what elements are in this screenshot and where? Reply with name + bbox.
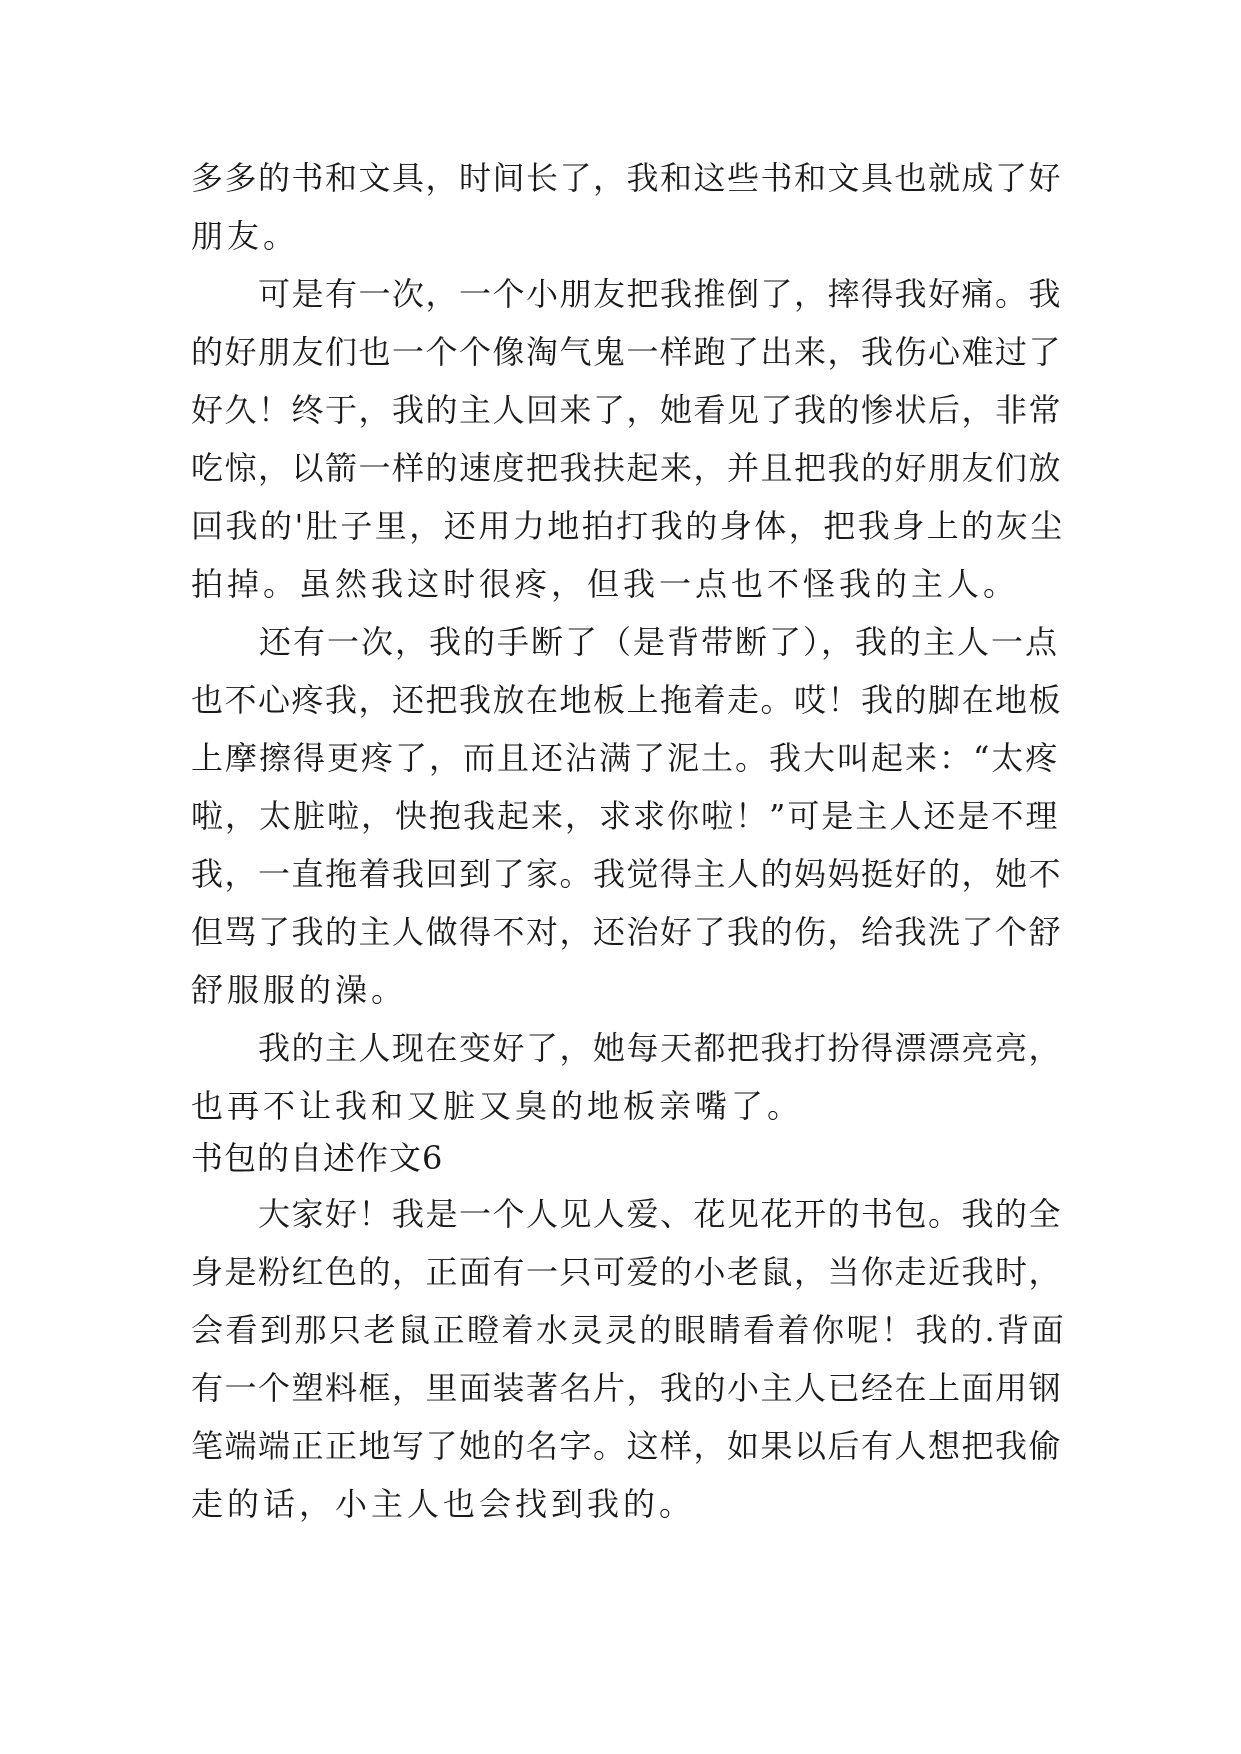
text-line: 走的话，小主人也会找到我的。 (191, 1485, 696, 1523)
text-line: 但骂了我的主人做得不对，还治好了我的伤，给我洗了个舒 (191, 913, 1063, 951)
text-line: 好久！终于，我的主人回来了，她看见了我的惨状后，非常 (191, 391, 1063, 429)
text-line: 也不心疼我，还把我放在地板上拖着走。哎！我的脚在地板 (191, 681, 1063, 719)
text-line: 拍掉。虽然我这时很疼，但我一点也不怪我的主人。 (191, 565, 1020, 603)
text-line: 啦，太脏啦，快抱我起来，求求你啦！”可是主人还是不理 (191, 797, 1060, 835)
text-line: 有一个塑料框，里面装著名片，我的小主人已经在上面用钢 (191, 1369, 1063, 1407)
text-line: 也再不让我和又脏又臭的地板亲嘴了。 (191, 1087, 804, 1125)
text-line: 还有一次，我的手断了（是背带断了），我的主人一点 (191, 623, 1060, 661)
text-line: 大家好！我是一个人见人爱、花见花开的书包。我的全 (191, 1195, 1063, 1233)
section-heading: 书包的自述作文6 (191, 1139, 444, 1177)
text-line: 笔端端正正地写了她的名字。这样，如果以后有人想把我偷 (191, 1427, 1063, 1465)
text-line: 身是粉红色的，正面有一只可爱的小老鼠，当你走近我时， (191, 1253, 1063, 1291)
text-line: 朋友。 (191, 217, 300, 255)
text-line: 舒服服的澡。 (191, 971, 408, 1009)
text-line: 可是有一次，一个小朋友把我推倒了，摔得我好痛。我 (191, 275, 1063, 313)
text-line: 我的主人现在变好了，她每天都把我打扮得漂漂亮亮， (191, 1029, 1063, 1067)
text-line: 回我的'肚子里，还用力地拍打我的身体，把我身上的灰尘 (191, 507, 1065, 545)
text-line: 上摩擦得更疼了，而且还沾满了泥土。我大叫起来：“太疼 (191, 739, 1060, 777)
text-line: 我，一直拖着我回到了家。我觉得主人的妈妈挺好的，她不 (191, 855, 1063, 893)
text-line: 多多的书和文具，时间长了，我和这些书和文具也就成了好 (191, 159, 1063, 197)
text-line: 会看到那只老鼠正瞪着水灵灵的眼睛看着你呢！我的.背面 (191, 1311, 1067, 1349)
text-line: 吃惊，以箭一样的速度把我扶起来，并且把我的好朋友们放 (191, 449, 1063, 487)
text-line: 的好朋友们也一个个像淘气鬼一样跑了出来，我伤心难过了 (191, 333, 1063, 371)
